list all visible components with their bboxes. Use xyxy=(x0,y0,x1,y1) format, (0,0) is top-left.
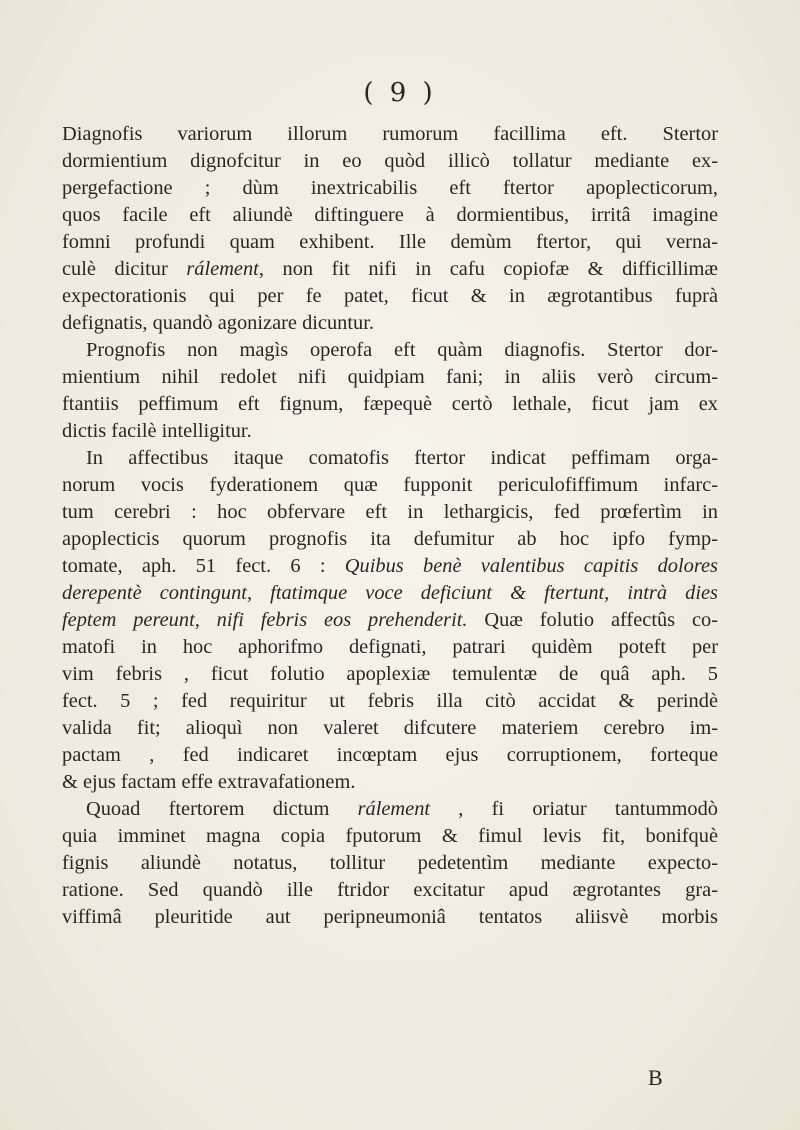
text-line: pergefactione ; dùm inextricabilis eft ftertor apoplecticorum, xyxy=(62,177,718,199)
text-line: mientium nihil redolet nifi quidpiam fani; in aliis verò circum- xyxy=(62,366,718,388)
text-line: derepentè contingunt, ftatimque voce deficiunt & ftertunt, intrà dies xyxy=(62,582,718,604)
text-line: matofi in hoc aphorifmo defignati, patrari quidèm poteft per xyxy=(62,636,718,658)
text-line: norum vocis fyderationem quæ fupponit periculofiffimum infarc- xyxy=(62,474,718,496)
text-line: fect. 5 ; fed requiritur ut febris illa citò accidat & perindè xyxy=(62,690,718,712)
text-line: fomni profundi quam exhibent. Ille demùm ftertor, qui verna- xyxy=(62,231,718,253)
text-line: ftantiis peffimum eft fignum, fæpequè certò lethale, ficut jam ex xyxy=(62,393,718,415)
text-line: Quoad ftertorem dictum rálement , fi oriatur tantummodò xyxy=(86,798,718,820)
text-line: ratione. Sed quandò ille ftridor excitatur apud ægrotantes gra- xyxy=(62,879,718,901)
text-line: Prognofis non magìs operofa eft quàm diagnofis. Stertor dor- xyxy=(86,339,718,361)
text-line: defignatis, quandò agonizare dicuntur. xyxy=(62,312,374,334)
text-line: In affectibus itaque comatofis ftertor indicat peffimam orga- xyxy=(86,447,718,469)
text-line: quia imminet magna copia fputorum & fimul levis fit, bonifquè xyxy=(62,825,718,847)
text-line: tomate, aph. 51 fect. 6 : Quibus benè valentibus capitis dolores xyxy=(62,555,718,577)
text-line: viffimâ pleuritide aut peripneumoniâ tentatos aliisvè morbis xyxy=(62,906,718,928)
text-line: valida fit; alioquì non valeret difcutere materiem cerebro im- xyxy=(62,717,718,739)
text-line: quos facile eft aliundè diftinguere à dormientibus, irritâ imagine xyxy=(62,204,718,226)
text-line: Diagnofis variorum illorum rumorum facillima eft. Stertor xyxy=(62,123,718,145)
text-line: vim febris , ficut folutio apoplexiæ temulentæ de quâ aph. 5 xyxy=(62,663,718,685)
page-number: ( 9 ) xyxy=(363,78,437,108)
text-line: apoplecticis quorum prognofis ita defumitur ab hoc ipfo fymp- xyxy=(62,528,718,550)
text-line: culè dicitur rálement, non fit nifi in cafu copiofæ & difficillimæ xyxy=(62,258,719,280)
text-line: tum cerebri : hoc obfervare eft in lethargicis, fed prœfertìm in xyxy=(62,501,718,523)
text-line: pactam , fed indicaret incœptam ejus corruptionem, forteque xyxy=(62,744,718,766)
text-line: & ejus factam effe extravafationem. xyxy=(62,771,356,793)
signature-mark: B xyxy=(648,1065,663,1090)
text-line: feptem pereunt, nifi febris eos prehenderit. Quæ folutio affectûs co- xyxy=(62,609,718,631)
text-line: expectorationis qui per fe patet, ficut & in ægrotantibus fuprà xyxy=(62,285,718,307)
body-text xyxy=(62,121,718,931)
text-line: fignis aliundè notatus, tollitur pedetentìm mediante expecto- xyxy=(62,852,718,874)
text-line: dictis facilè intelligitur. xyxy=(62,420,252,442)
text-line: dormientium dignofcitur in eo quòd illicò tollatur mediante ex- xyxy=(62,150,718,172)
